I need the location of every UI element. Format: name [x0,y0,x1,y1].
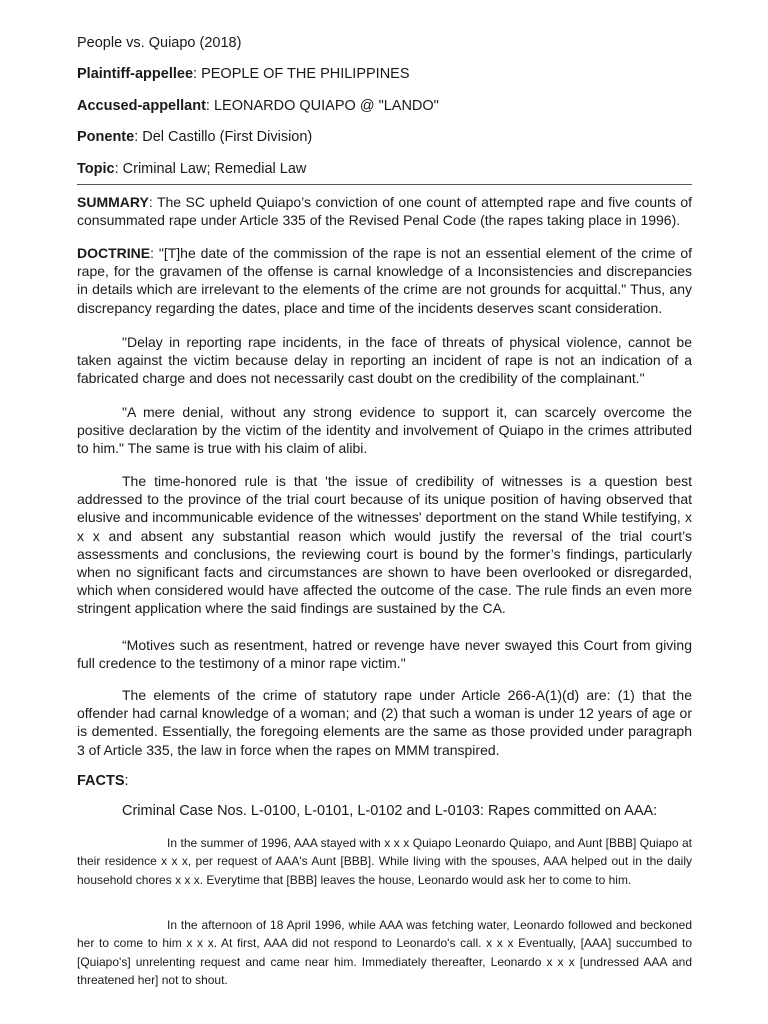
accused-label: Accused-appellant [77,98,206,114]
plaintiff-line [77,64,410,84]
accused-value: : LEONARDO QUIAPO @ "LANDO" [205,98,439,114]
doctrine-label: DOCTRINE [77,245,151,261]
doctrine-paragraph-denial: "A mere denial, without any strong evidence to support it, can scarcely overcome the positive declaration by the victim of the identity and involvement of Quiapo in the crimes attributed to him." The same is true with his claim of alibi. [77,404,692,457]
doctrine-paragraph [77,244,692,317]
topic-line [77,159,306,179]
facts-paragraph-2: In the afternoon of 18 April 1996, while AAA was fetching water, Leonardo followed and beckoned her to come to him x x x. At first, AAA did not respond to Leonardo's call. x x x Eventually, [AAA] succumbed to [Quiapo's] unrelenting request and came near him. Immediately thereafter, Leonardo x x x [undressed AAA and threatened her] not to shout. [77,918,692,988]
summary-label: SUMMARY [77,194,149,210]
doctrine-paragraph-elements: The elements of the crime of statutory rape under Article 266-A(1)(d) are: (1) that the offender had carnal knowledge of a woman; and (2) that such a woman is under 12 years of age or is demented. Essentially, the foregoing elements are the same as those provided under paragraph 3 of Article 335, the law in force when the rapes on MMM transpired. [77,687,692,758]
ponente-value: : Del Castillo (First Division) [134,129,313,145]
ponente-line [77,127,312,147]
topic-value: : Criminal Law; Remedial Law [114,161,307,177]
plaintiff-label: Plaintiff-appellee [77,66,194,82]
case-numbers-line: Criminal Case Nos. L-0100, L-0101, L-0102 and L-0103: Rapes committed on AAA: [122,803,658,819]
doctrine-paragraph-delay: "Delay in reporting rape incidents, in the face of threats of physical violence, cannot be taken against the victim because delay in reporting an incident of rape is not an indication of a fabricated charge and does not necessarily cast doubt on the credibility of the complainant." [77,334,692,387]
doctrine-text: : "[T]he date of the commission of the rape is not an essential element of the crime of rape, for the gravamen of the offense is carnal knowledge of a Inconsistencies and discrepancies in details which are irrelevant to the elements of the crime are not grounds for acquittal." Thus, any discrepancy regarding the dates, place and time of the incidents deserves scant consideration. [77,245,692,316]
facts-label: FACTS [77,773,125,789]
topic-label: Topic [77,161,115,177]
ponente-label: Ponente [77,129,135,145]
doctrine-paragraph-motives: “Motives such as resentment, hatred or revenge have never swayed this Court from giving full credence to the testimony of a minor rape victim." [77,637,692,672]
plaintiff-value: : PEOPLE OF THE PHILIPPINES [193,66,410,82]
summary-paragraph [77,193,692,229]
case-title: People vs. Quiapo (2018) [77,35,242,51]
doctrine-paragraph-credibility: The time-honored rule is that 'the issue of credibility of witnesses is a question best addressed to the province of the trial court because of its unique position of having observed that elusive and incommunicable evidence of the witnesses' deportment on the stand While testifying, x x x and absent any substantial reason which would justify the reversal of the trial court’s assessments and conclusions, the reviewing court is bound by the former’s findings, particularly when no significant facts and circumstances are shown to have been overlooked or disregarded, which when considered would have affected the outcome of the case. The rule finds an even more stringent application where the said findings are sustained by the CA. [77,473,692,617]
accused-line [77,96,439,116]
summary-text: : The SC upheld Quiapo’s conviction of one count of attempted rape and five counts of consummated rape under Article 335 of the Revised Penal Code (the rapes taking place in 1996). [77,194,692,229]
facts-paragraph-1: In the summer of 1996, AAA stayed with x x x Quiapo Leonardo Quiapo, and Aunt [BBB] Quiapo at their residence x x x, per request of AAA's Aunt [BBB]. While living with the spouses, AAA helped out in the daily household chores x x x. Everytime that [BBB] leaves the house, Leonardo would ask her to come to him. [77,836,692,887]
facts-heading [77,773,129,789]
divider [77,184,692,185]
facts-colon: : [124,773,129,789]
